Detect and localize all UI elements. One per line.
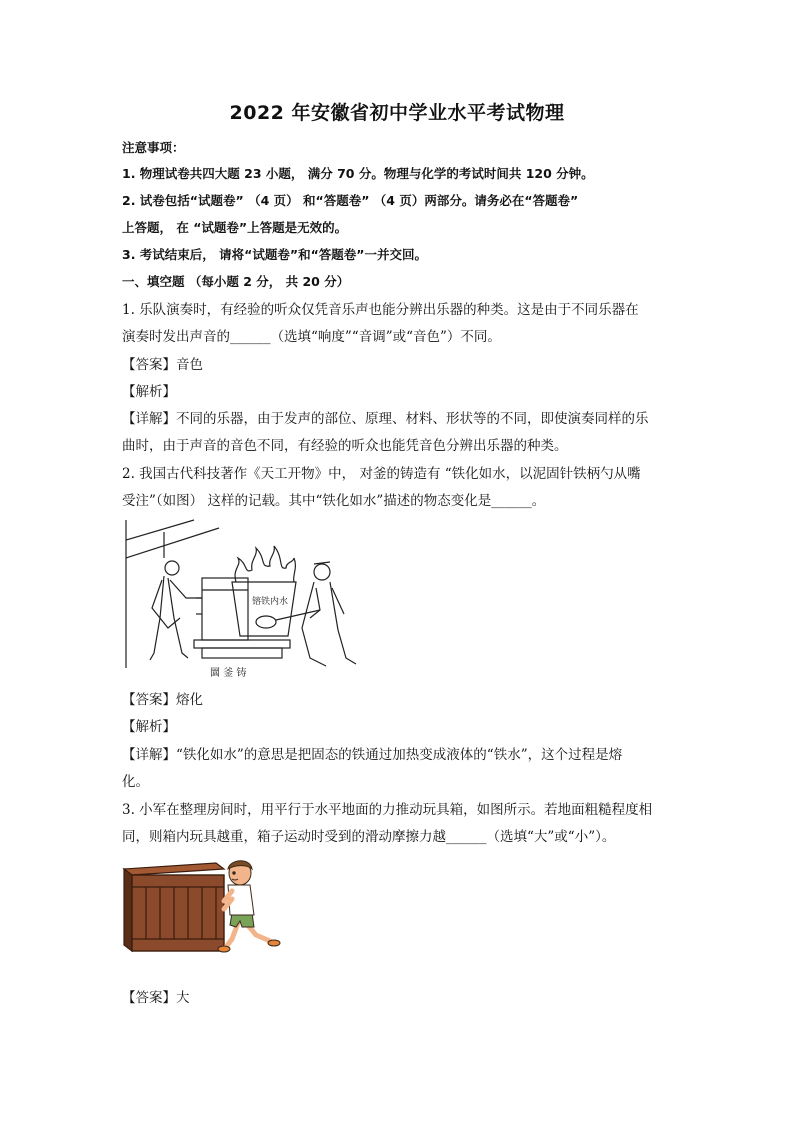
q3-answer: 【答案】大 bbox=[122, 990, 190, 1006]
crate-push-illustration bbox=[120, 855, 285, 955]
boy-figure bbox=[218, 861, 280, 952]
note-2-cont: 上答题， 在 “试题卷”上答题是无效的。 bbox=[122, 220, 348, 235]
figure-caption: 圜 釜 铸 bbox=[210, 668, 247, 679]
notes-heading: 注意事项： bbox=[122, 140, 185, 155]
q2-detail-line1: 【详解】“铁化如水”的意思是把固态的铁通过加热变成液体的“铁水”，这个过程是熔 bbox=[122, 747, 623, 763]
q1-answer: 【答案】音色 bbox=[122, 357, 203, 373]
q1-detail-line1: 【详解】不同的乐器，由于发声的部位、原理、材料、形状等的不同，即使演奏同样的乐 bbox=[122, 411, 649, 427]
note-2: 2. 试卷包括“试题卷” （4 页） 和“答题卷” （4 页）两部分。请务必在“答题卷” bbox=[122, 193, 579, 208]
q2-answer: 【答案】熔化 bbox=[122, 692, 203, 708]
q2-text-line1: 2. 我国古代科技著作《天工开物》中， 对釜的铸造有 “铁化如水，以泥固针铁柄勺从嘴 bbox=[122, 466, 641, 482]
casting-illustration bbox=[124, 518, 360, 680]
q2-text-line2: 受注”（如图） 这样的记载。其中“铁化如水”描述的物态变化是______。 bbox=[122, 493, 546, 509]
toy-crate bbox=[124, 863, 224, 951]
note-1: 1. 物理试卷共四大题 23 小题， 满分 70 分。物理与化学的考试时间共 120 分钟。 bbox=[122, 166, 594, 181]
q2-detail-line2: 化。 bbox=[122, 774, 149, 790]
page-title: 2022 年安徽省初中学业水平考试物理 bbox=[229, 102, 565, 124]
q1-analysis: 【解析】 bbox=[122, 384, 176, 400]
q3-text-line1: 3. 小军在整理房间时，用平行于水平地面的力推动玩具箱，如图所示。若地面粗糙程度相 bbox=[122, 802, 653, 818]
note-3: 3. 考试结束后， 请将“试题卷”和“答题卷”一并交回。 bbox=[122, 247, 428, 262]
q1-text-line2: 演奏时发出声音的______（选填“响度”“音调”或“音色”）不同。 bbox=[122, 329, 501, 345]
q1-detail-line2: 曲时，由于声音的音色不同，有经验的听众也能凭音色分辨出乐器的种类。 bbox=[122, 438, 568, 454]
q2-analysis: 【解析】 bbox=[122, 719, 176, 735]
figure-inscription: 镕铁内水 bbox=[252, 597, 289, 607]
q3-text-line2: 同，则箱内玩具越重，箱子运动时受到的滑动摩擦力越______（选填“大”或“小”）。 bbox=[122, 829, 616, 845]
q1-text-line1: 1. 乐队演奏时，有经验的听众仅凭音乐声也能分辨出乐器的种类。这是由于不同乐器在 bbox=[122, 302, 639, 318]
section-heading: 一、填空题 （每小题 2 分， 共 20 分） bbox=[122, 274, 350, 289]
